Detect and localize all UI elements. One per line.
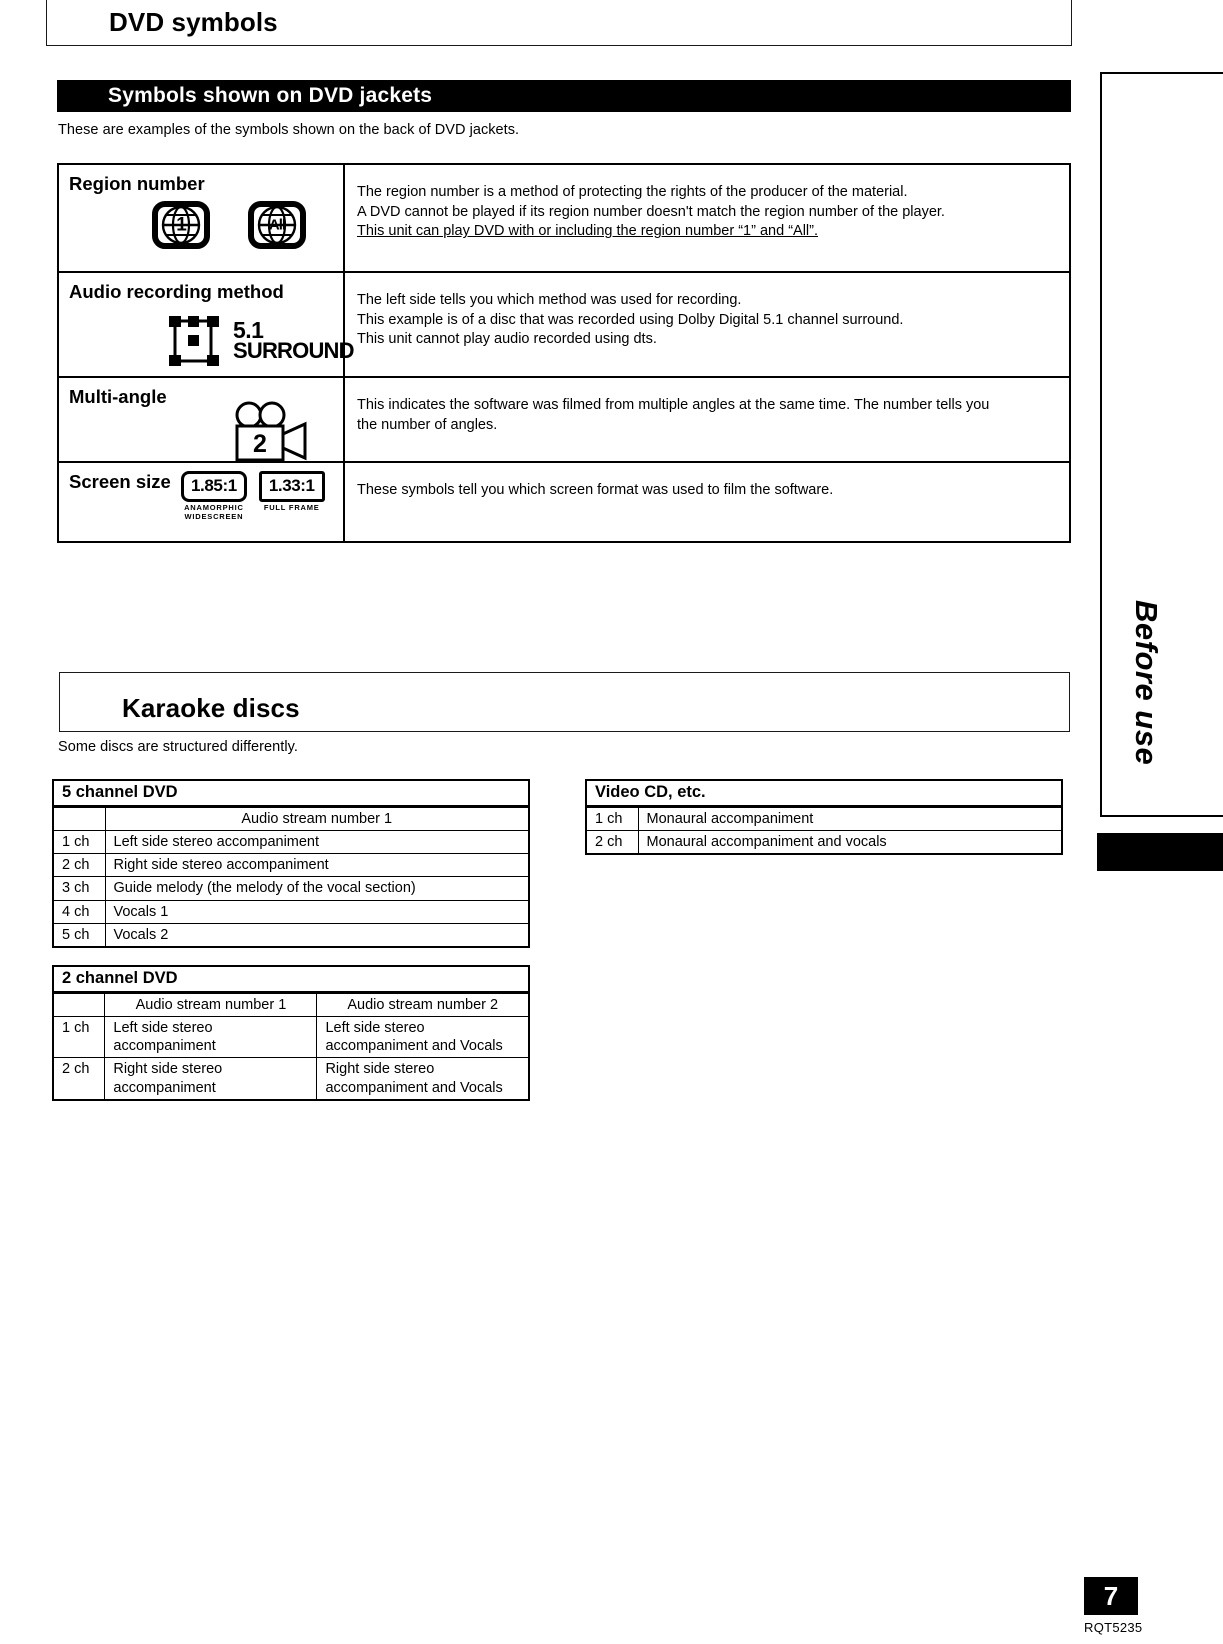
table-row [58, 164, 1070, 272]
camera-icon [227, 400, 317, 462]
description-line: This example is of a disc that was recorded using Dolby Digital 5.1 channel surround. [357, 311, 904, 328]
cell-description: Monaural accompaniment [638, 807, 1062, 831]
dolby-speaker-layout-icon [167, 315, 223, 367]
column-header-channel [53, 993, 105, 1017]
side-tab-bottom-rule [1100, 815, 1223, 817]
karaoke-section-header [59, 672, 1070, 732]
table-header-row [53, 807, 529, 831]
screen-size-symbol-cell [58, 462, 344, 542]
column-header-stream1: Audio stream number 1 [105, 807, 529, 831]
description-line: These symbols tell you which screen format was used to film the software. [357, 482, 834, 498]
table-row [58, 462, 1070, 542]
table-caption-video-cd: Video CD, etc. [585, 779, 1063, 806]
globe-icon-region-all [248, 201, 306, 249]
multi-angle-label: Multi-angle [69, 386, 167, 407]
multi-angle-symbol-cell [58, 377, 344, 462]
table-row [53, 923, 529, 947]
cell-channel: 4 ch [53, 900, 105, 923]
description-line: This unit cannot play audio recorded using dts. [357, 331, 657, 348]
screen-size-description [344, 462, 1070, 542]
symbols-banner [57, 80, 1071, 112]
ratio-value: 1.85:1 [181, 471, 247, 502]
cell-stream1: Right side stereo accompaniment [105, 1058, 317, 1100]
cell-channel: 5 ch [53, 923, 105, 947]
description-line: the number of angles. [357, 416, 498, 433]
table-row [586, 807, 1062, 831]
audio-recording-label: Audio recording method [69, 281, 284, 302]
table-row [53, 1017, 529, 1058]
description-line: The left side tells you which method was used for recording. [357, 292, 742, 308]
movie-camera-icon [227, 400, 317, 462]
aspect-ratio-full-frame [259, 471, 325, 513]
ratio-caption-line2: WIDESCREEN [184, 511, 244, 521]
ratio-caption [181, 504, 247, 521]
cell-channel: 2 ch [53, 854, 105, 877]
ratio-caption-line1: ANAMORPHIC [184, 503, 244, 512]
aspect-ratio-anamorphic [181, 471, 247, 521]
cell-channel: 2 ch [586, 831, 638, 855]
description-line-underlined: This unit can play DVD with or including the region number “1” and “All”. [357, 223, 818, 240]
globe-icon-region-1 [152, 201, 210, 249]
cell-channel: 1 ch [586, 807, 638, 831]
cell-channel: 3 ch [53, 877, 105, 900]
dolby-digital-icon-group [167, 315, 354, 367]
dolby-text-block [233, 317, 354, 364]
region-icon-group [152, 201, 306, 249]
cell-stream1: Vocals 2 [105, 923, 529, 947]
table-row [53, 1058, 529, 1100]
page-title: DVD symbols [109, 7, 278, 37]
cell-stream1: Left side stereo accompaniment [105, 831, 529, 854]
ratio-caption-line1: FULL FRAME [263, 503, 320, 512]
table-row [53, 900, 529, 923]
region-number-label: Region number [69, 173, 205, 194]
aspect-ratio-icon-group [181, 471, 325, 521]
karaoke-intro-text: Some discs are structured differently. [58, 739, 298, 755]
table-row [53, 831, 529, 854]
screen-size-label: Screen size [69, 471, 171, 492]
region-number-symbol-cell [58, 164, 344, 272]
cell-stream1: Vocals 1 [105, 900, 529, 923]
table-caption-2ch: 2 channel DVD [52, 965, 530, 992]
region-number-value: 1 [176, 214, 186, 236]
table-row [53, 877, 529, 900]
side-tab-label: Before use [1129, 600, 1164, 766]
region-all-value: All [268, 216, 286, 234]
audio-recording-symbol-cell [58, 272, 354, 377]
description-line: This indicates the software was filmed from multiple angles at the same time. The number tells you [357, 397, 990, 413]
karaoke-title: Karaoke discs [122, 693, 300, 723]
column-header-stream1: Audio stream number 1 [105, 993, 317, 1017]
dvd-symbols-section-header [46, 0, 1072, 46]
symbols-intro-text: These are examples of the symbols shown on the back of DVD jackets. [58, 122, 520, 138]
dvd-symbols-table [57, 163, 1071, 543]
banner-title: Symbols shown on DVD jackets [108, 84, 433, 107]
table-5-channel-dvd [52, 779, 530, 948]
table-caption-5ch: 5 channel DVD [52, 779, 530, 806]
cell-stream1: Guide melody (the melody of the vocal section) [105, 877, 529, 900]
audio-recording-description [344, 272, 1070, 377]
document-code: RQT5235 [1084, 1620, 1143, 1635]
description-line: A DVD cannot be played if its region number doesn't match the region number of the player. [357, 203, 945, 220]
table-row [586, 831, 1062, 855]
cell-channel: 2 ch [53, 1058, 105, 1100]
side-tab-top-rule [1100, 72, 1223, 74]
svg-text:2: 2 [253, 430, 267, 458]
dolby-surround-label: SURROUND [233, 338, 354, 364]
cell-channel: 1 ch [53, 1017, 105, 1058]
description-line: The region number is a method of protecting the rights of the producer of the material. [357, 184, 908, 200]
multi-angle-description [344, 377, 1070, 462]
side-tab-black-marker [1097, 833, 1223, 871]
table-header-row [53, 993, 529, 1017]
column-header-channel [53, 807, 105, 831]
ratio-value: 1.33:1 [259, 471, 325, 502]
ratio-caption [259, 504, 325, 513]
cell-stream2: Left side stereo accompaniment and Vocals [317, 1017, 529, 1058]
page-number: 7 [1084, 1577, 1138, 1615]
table-video-cd [585, 779, 1063, 855]
cell-stream1: Right side stereo accompaniment [105, 854, 529, 877]
cell-channel: 1 ch [53, 831, 105, 854]
table-2-channel-dvd [52, 965, 530, 1101]
cell-stream1: Left side stereo accompaniment [105, 1017, 317, 1058]
column-header-stream2: Audio stream number 2 [317, 993, 529, 1017]
table-row [58, 377, 1070, 462]
dolby-51-label: 5.1 [233, 317, 264, 344]
side-tab-vertical-rule [1100, 72, 1102, 817]
table-row [58, 272, 1070, 377]
cell-description: Monaural accompaniment and vocals [638, 831, 1062, 855]
region-number-description [344, 164, 1070, 272]
table-row [53, 854, 529, 877]
cell-stream2: Right side stereo accompaniment and Vocals [317, 1058, 529, 1100]
